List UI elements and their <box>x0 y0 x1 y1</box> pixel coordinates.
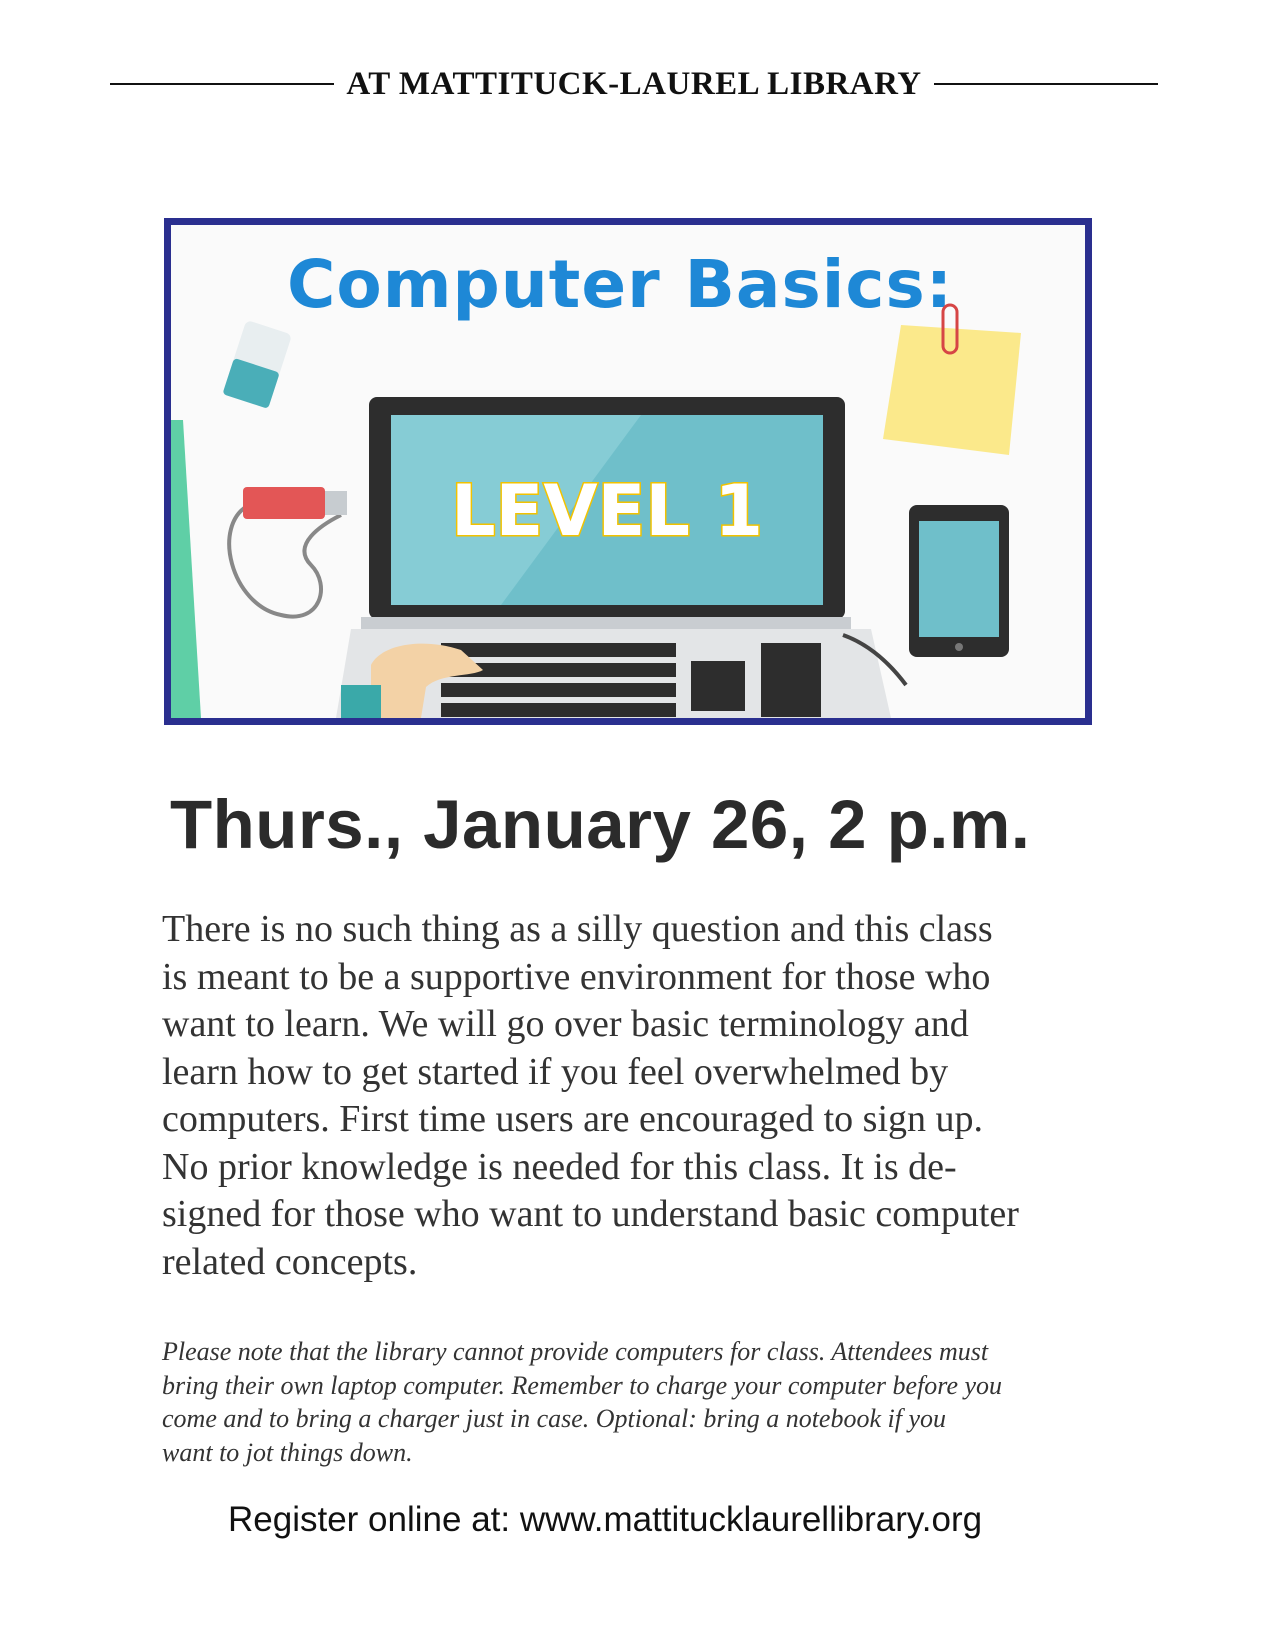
event-date: Thurs., January 26, 2 p.m. <box>170 786 1031 863</box>
banner-image <box>164 218 1092 725</box>
header-title: AT MATTITUCK-LAUREL LIBRARY <box>346 65 922 102</box>
note-line: come and to bring a charger just in case. Optional: bring a notebook if you <box>162 1404 946 1433</box>
description-line: learn how to get started if you feel overwhelmed by <box>162 1050 949 1093</box>
note-line: want to jot things down. <box>162 1437 413 1467</box>
description <box>162 906 1122 1286</box>
description-line: There is no such thing as a silly question and this class <box>162 908 993 950</box>
note-line: Please note that the library cannot provide computers for class. Attendees must <box>162 1337 989 1366</box>
description-line: related concepts. <box>162 1240 418 1283</box>
header-rule-left <box>110 83 334 85</box>
description-line: computers. First time users are encouraged to sign up. <box>162 1098 984 1140</box>
sticky-note-icon <box>883 325 1021 455</box>
register-link[interactable]: Register online at: www.mattitucklaurellibrary.org <box>228 1500 983 1539</box>
description-line: No prior knowledge is needed for this class. It is de- <box>162 1145 957 1188</box>
description-line: is meant to be a supportive environment for those who <box>162 955 991 998</box>
screen-label: LEVEL 1 <box>450 470 764 552</box>
header-rule-right <box>934 83 1158 85</box>
description-line: want to learn. We will go over basic terminology and <box>162 1003 969 1045</box>
note <box>162 1335 1122 1469</box>
header <box>110 62 1158 106</box>
description-line: signed for those who want to understand basic computer <box>162 1193 1019 1235</box>
tablet-icon <box>909 505 1009 657</box>
note-line: bring their own laptop computer. Remember to charge your computer before you <box>162 1370 1003 1400</box>
banner-heading: Computer Basics: <box>287 246 954 323</box>
